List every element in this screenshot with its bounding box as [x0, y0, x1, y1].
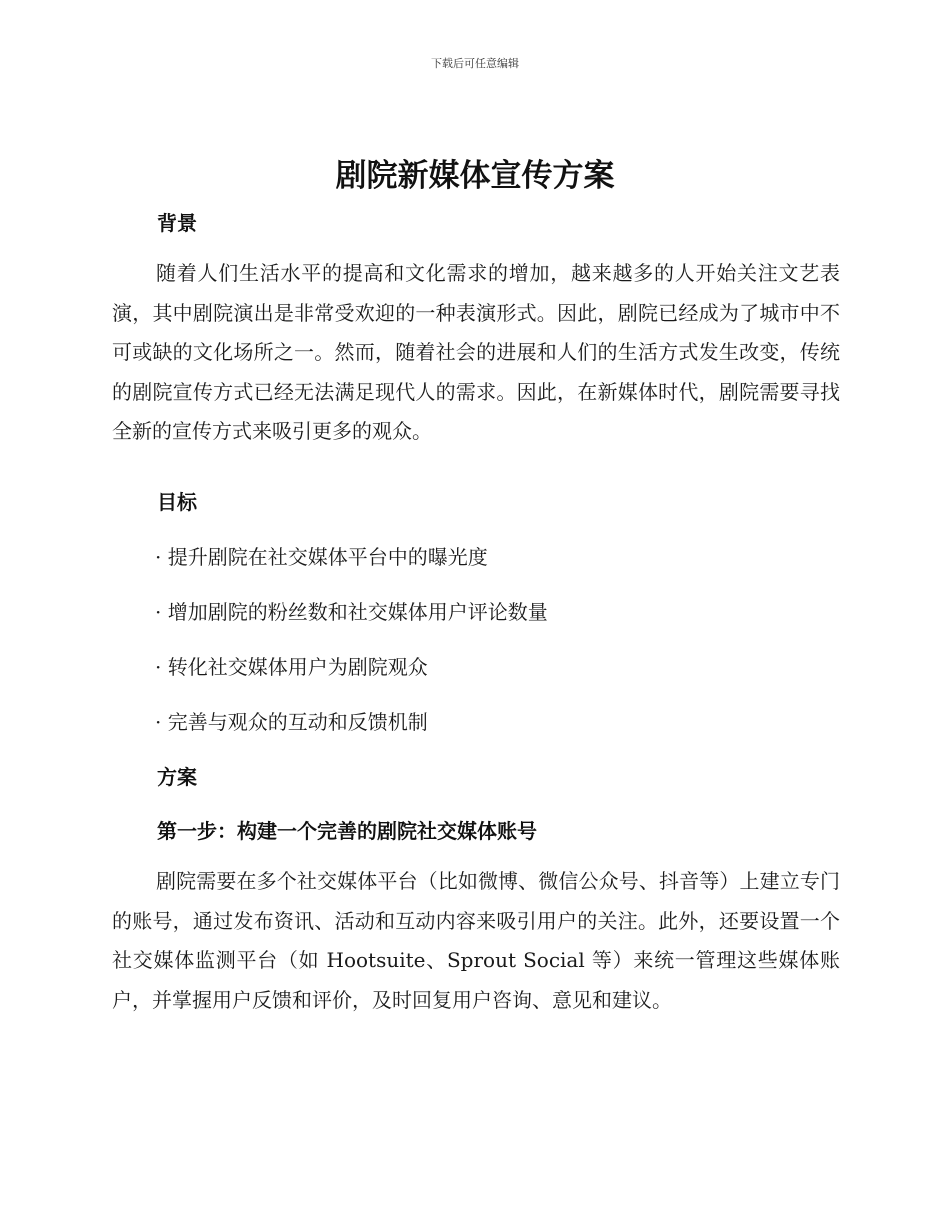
step1-paragraph: 剧院需要在多个社交媒体平台（比如微博、微信公众号、抖音等）上建立专门的账号，通过发布资讯、活动和互动内容来吸引用户的关注。此外，还要设置一个社交媒体监测平台（如 Hootsuite、Sprout Social 等）来统一管理这些媒体账户，并掌握用户反馈和评价，及时回复用户咨询、意见和建议。 [112, 869, 840, 1012]
goal-item: · 转化社交媒体用户为剧院观众 [155, 655, 428, 679]
goals-heading: 目标 [157, 490, 197, 514]
goal-item: · 完善与观众的互动和反馈机制 [155, 710, 428, 734]
goal-item: · 增加剧院的粉丝数和社交媒体用户评论数量 [155, 600, 548, 624]
header-note: 下载后可任意编辑 [431, 57, 519, 70]
goal-item: · 提升剧院在社交媒体平台中的曝光度 [155, 545, 488, 569]
background-paragraph: 随着人们生活水平的提高和文化需求的增加，越来越多的人开始关注文艺表演，其中剧院演出是非常受欢迎的一种表演形式。因此，剧院已经成为了城市中不可或缺的文化场所之一。然而，随着社会的进展和人们的生活方式发生改变，传统的剧院宣传方式已经无法满足现代人的需求。因此，在新媒体时代，剧院需要寻找全新的宣传方式来吸引更多的观众。 [112, 261, 840, 443]
document-title: 剧院新媒体宣传方案 [335, 158, 615, 194]
step1-heading: 第一步：构建一个完善的剧院社交媒体账号 [157, 819, 537, 843]
background-heading: 背景 [157, 211, 197, 235]
plan-heading: 方案 [157, 765, 197, 789]
